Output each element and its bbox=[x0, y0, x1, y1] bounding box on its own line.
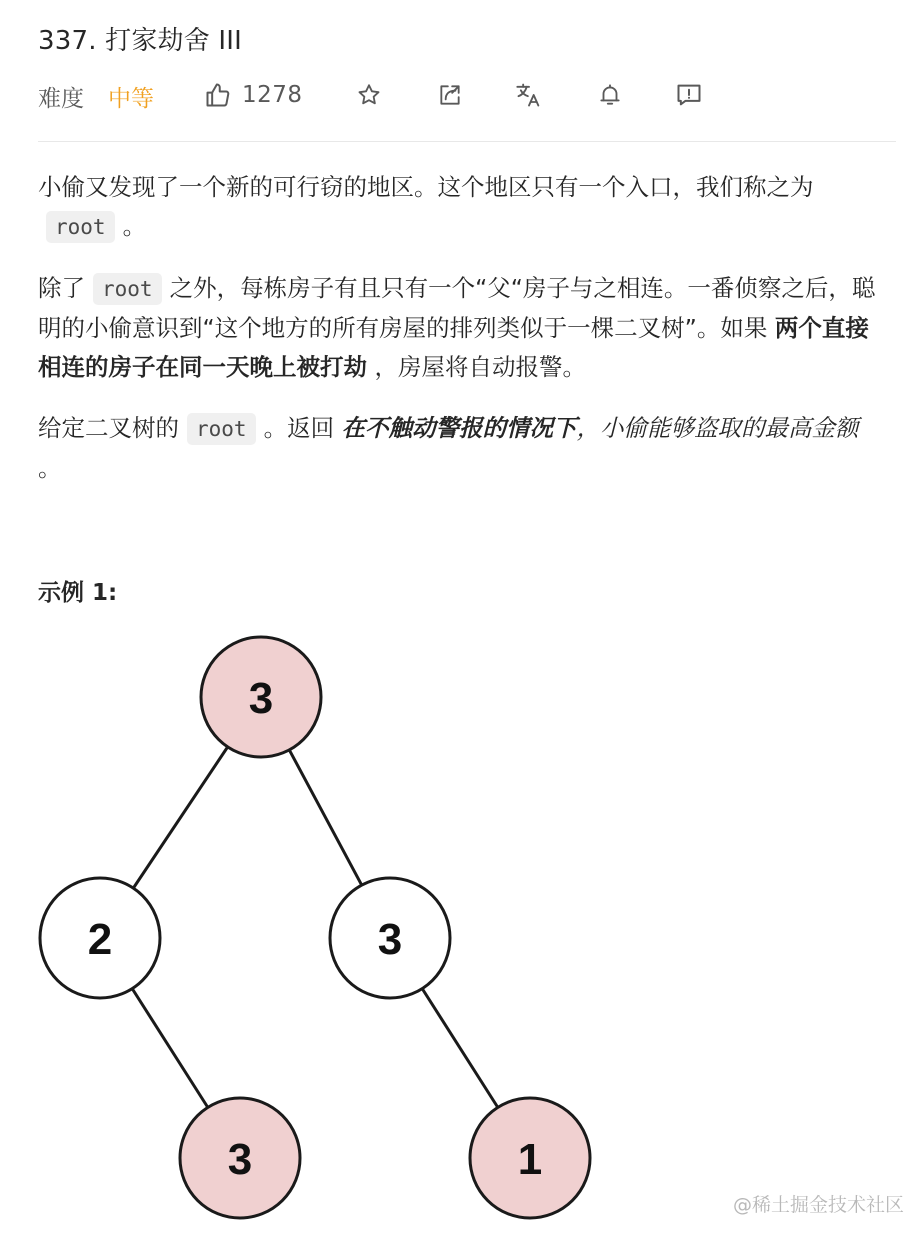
tree-node bbox=[40, 878, 160, 998]
tree-node-value: 3 bbox=[377, 915, 403, 964]
thumbs-up-icon bbox=[204, 81, 232, 109]
star-icon bbox=[356, 82, 382, 108]
example-title: 示例 1: bbox=[38, 580, 118, 606]
tree-node-value: 3 bbox=[227, 1135, 253, 1184]
header-divider bbox=[38, 141, 896, 142]
inline-code: root bbox=[93, 273, 162, 305]
italic-text: ，小偷能够盗取的最高金额 bbox=[576, 414, 859, 442]
bold-text: 两个直接相连的房子在同一天晚上被打劫 bbox=[38, 314, 869, 381]
difficulty-badge: 中等 bbox=[108, 86, 154, 112]
tree-node-value: 2 bbox=[87, 915, 113, 964]
share-button[interactable] bbox=[435, 80, 465, 110]
inline-code: root bbox=[46, 211, 115, 243]
feedback-button[interactable] bbox=[674, 80, 704, 110]
feedback-icon bbox=[675, 81, 703, 109]
tree-edge bbox=[133, 747, 227, 888]
difficulty-label: 难度 bbox=[38, 86, 84, 112]
translate-icon bbox=[515, 81, 543, 109]
problem-title: 337. 打家劫舍 III bbox=[38, 26, 243, 56]
watermark: @稀土掘金技术社区 bbox=[733, 1194, 905, 1216]
tree-edge bbox=[289, 750, 361, 885]
translate-button[interactable] bbox=[514, 80, 544, 110]
description-paragraph-1: 小偷又发现了一个新的可行窃的地区。这个地区只有一个入口，我们称之为root 。 bbox=[38, 168, 888, 247]
problem-meta-bar bbox=[38, 78, 898, 114]
description-paragraph-3: 给定二叉树的 root 。返回 在不触动警报的情况下，小偷能够盗取的最高金额 。 bbox=[38, 414, 859, 482]
subscribe-button[interactable] bbox=[595, 80, 625, 110]
tree-node bbox=[330, 878, 450, 998]
favorite-button[interactable] bbox=[354, 80, 384, 110]
description-paragraph-2: 除了 root 之外，每栋房子有且只有一个“父“房子与之相连。一番侦察之后，聪明的小偷意识到“这个地方的所有房屋的排列类似于一棵二叉树”。如果 两个直接相连的房子在同一天晚上被打劫 ，房屋将自动报警。 bbox=[38, 274, 876, 381]
binary-tree-diagram bbox=[0, 620, 640, 1240]
bold-italic-text: 在不触动警报的情况下 bbox=[341, 414, 577, 442]
tree-node-robbed bbox=[180, 1098, 300, 1218]
problem-description bbox=[38, 168, 888, 510]
like-count: 1278 bbox=[242, 82, 303, 108]
tree-edge bbox=[422, 989, 498, 1108]
tree-node-value: 3 bbox=[248, 674, 274, 723]
inline-code: root bbox=[187, 413, 256, 445]
like-button[interactable] bbox=[204, 78, 303, 112]
tree-node-value: 1 bbox=[517, 1135, 543, 1184]
bell-icon bbox=[597, 82, 623, 108]
tree-node-robbed bbox=[201, 637, 321, 757]
tree-node-robbed bbox=[470, 1098, 590, 1218]
tree-edge bbox=[132, 989, 208, 1108]
share-icon bbox=[437, 82, 463, 108]
